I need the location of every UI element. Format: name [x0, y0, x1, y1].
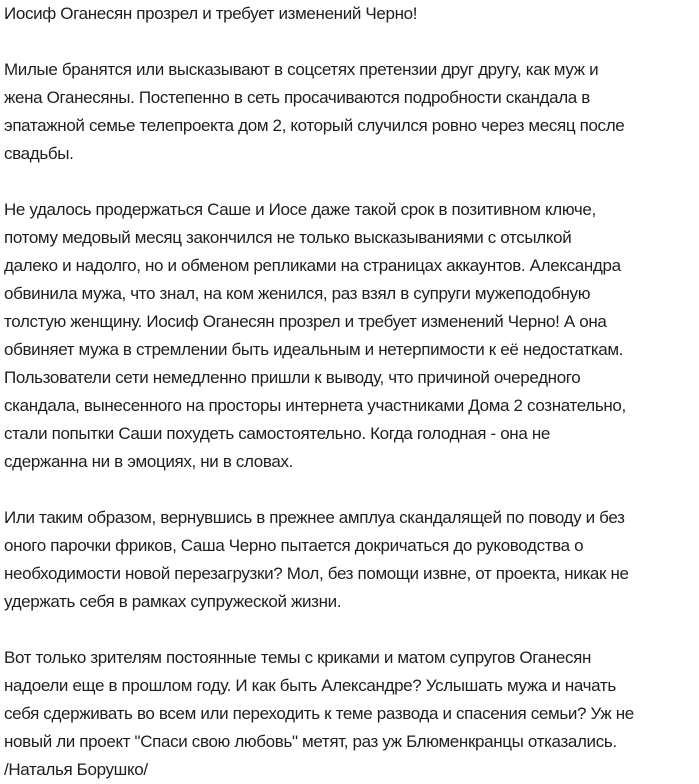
paragraph-line: обвинила мужа, что знал, на ком женился, раз взял в супруги мужеподобную — [4, 284, 591, 303]
paragraph-line: Вот только зрителям постоянные темы с криками и матом супругов Оганесян — [4, 648, 592, 667]
article-paragraph — [4, 56, 699, 168]
paragraph-line: далеко и надолго, но и обменом репликами на страницах аккаунтов. Александра — [4, 256, 621, 275]
paragraph-line: Или таким образом, вернувшись в прежнее амплуа скандалящей по поводу и без — [4, 508, 625, 527]
paragraph-line: скандала, вынесенного на просторы интернета участниками Дома 2 сознательно, — [4, 396, 626, 415]
paragraph-line: необходимости новой перезагрузки? Мол, без помощи извне, от проекта, никак не — [4, 564, 629, 583]
paragraph-line: толстую женщину. Иосиф Оганесян прозрел и требует изменений Черно! А она — [4, 312, 607, 331]
article-title: Иосиф Оганесян прозрел и требует изменений Черно! — [4, 4, 418, 23]
paragraph-line: обвиняет мужа в стремлении быть идеальным и нетерпимости к её недостаткам. — [4, 340, 624, 359]
paragraph-line: потому медовый месяц закончился не только высказываниями с отсылкой — [4, 228, 572, 247]
paragraph-line: надоели еще в прошлом году. И как быть Александре? Услышать мужа и начать — [4, 676, 616, 695]
paragraph-line: жена Оганесяны. Постепенно в сеть просачиваются подробности скандала в — [4, 88, 590, 107]
article-paragraph — [4, 644, 699, 784]
paragraph-line: новый ли проект "Спаси свою любовь" метят, раз уж Блюменкранцы отказались. — [4, 732, 617, 751]
paragraph-line: свадьбы. — [4, 144, 74, 163]
paragraph-line: стали попытки Саши похудеть самостоятельно. Когда голодная - она не — [4, 424, 550, 443]
paragraph-line: Не удалось продержаться Саше и Иосе даже такой срок в позитивном ключе, — [4, 200, 596, 219]
paragraph-line: Пользователи сети немедленно пришли к выводу, что причиной очередного — [4, 368, 581, 387]
paragraph-line: себя сдерживать во всем или переходить к теме развода и спасения семьи? Уж не — [4, 704, 634, 723]
paragraph-line: удержать себя в рамках супружеской жизни. — [4, 592, 342, 611]
article-paragraph — [4, 504, 699, 616]
paragraph-line: сдержанна ни в эмоциях, ни в словах. — [4, 452, 294, 471]
paragraph-line: Милые бранятся или высказывают в соцсетях претензии друг другу, как муж и — [4, 60, 599, 79]
article-body — [4, 56, 699, 784]
paragraph-line: оного парочки фриков, Саша Черно пытается докричаться до руководства о — [4, 536, 584, 555]
paragraph-line: эпатажной семье телепроекта дом 2, который случился ровно через месяц после — [4, 116, 625, 135]
article-paragraph — [4, 196, 699, 476]
paragraph-line: /Наталья Борушко/ — [4, 760, 148, 779]
